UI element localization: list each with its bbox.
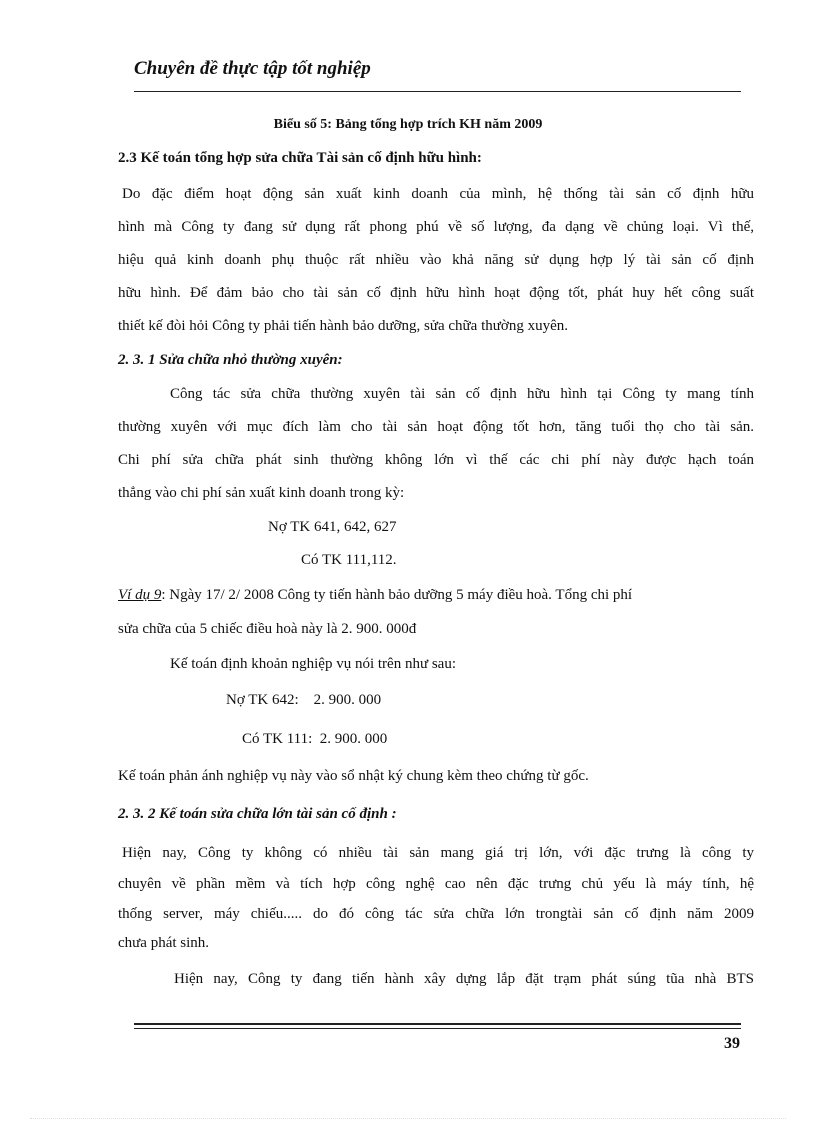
journal-entry-2-debit: Nợ TK 642: 2. 900. 000: [226, 692, 382, 708]
journal-entry-credit: Có TK 111,112.: [301, 552, 397, 568]
footer-rule-thick: [134, 1023, 741, 1025]
section-2-3-2-para2: Hiện nay, Công ty đang tiến hành xây dựng lắp đặt trạm phát súng tũa nhà BTS: [174, 971, 754, 987]
journal-entry-2-credit: Có TK 111: 2. 900. 000: [242, 731, 388, 747]
header-rule: [134, 91, 741, 92]
table-caption: Biểu số 5: Bảng tổng hợp trích KH năm 2009: [273, 117, 543, 132]
section-2-3-1-para-line-3: Chi phí sửa chữa phát sinh thường không lớn vì thế các chi phí này được hạch toán: [118, 452, 754, 468]
entry-intro: Kế toán định khoản nghiệp vụ nói trên như sau:: [170, 656, 456, 672]
closing-line: Kế toán phản ánh nghiệp vụ này vào sổ nhật ký chung kèm theo chứng từ gốc.: [118, 768, 589, 784]
section-2-3-1-para-line-2: thường xuyên với mục đích làm cho tài sản hoạt động tốt hơn, tăng tuổi thọ cho tài sản.: [118, 419, 754, 435]
section-2-3-para-line-5: thiết kế đòi hỏi Công ty phải tiến hành bảo dưỡng, sửa chữa thường xuyên.: [118, 318, 568, 334]
section-2-3-2-para-line-4: chưa phát sinh.: [118, 935, 210, 951]
section-2-3-heading: 2.3 Kế toán tổng hợp sửa chữa Tài sản cố định hữu hình:: [118, 150, 482, 166]
example-line-2: sửa chữa của 5 chiếc điều hoà này là 2. 900. 000đ: [118, 621, 417, 637]
section-2-3-1-para-line-4: thẳng vào chi phí sản xuất kinh doanh trong kỳ:: [118, 485, 405, 501]
section-2-3-2-para-line-1: Hiện nay, Công ty không có nhiều tài sản mang giá trị lớn, với đặc trưng là công ty: [122, 845, 754, 861]
journal-entry-debit: Nợ TK 641, 642, 627: [268, 519, 397, 535]
section-2-3-2-para-line-2: chuyên về phần mềm và tích hợp công nghệ cao nên đặc trưng chủ yếu là máy tính, hệ: [118, 876, 754, 892]
section-2-3-para-line-2: hình mà Công ty đang sử dụng rất phong phú về số lượng, đa dạng về chủng loại. Vì thế,: [118, 219, 754, 235]
section-2-3-para-line-1: Do đặc điểm hoạt động sản xuất kinh doanh của mình, hệ thống tài sản cố định hữu: [122, 186, 754, 202]
example-text: : Ngày 17/ 2/ 2008 Công ty tiến hành bảo dưỡng 5 máy điều hoà. Tổng chi phí: [161, 587, 633, 603]
section-2-3-para-line-4: hữu hình. Để đảm bảo cho tài sản cố định hữu hình hoạt động tốt, phát huy hết công suất: [118, 285, 754, 301]
header-title: Chuyên đề thực tập tốt nghiệp: [134, 58, 371, 79]
example-label: Ví dụ 9: [118, 587, 162, 603]
section-2-3-1-heading: 2. 3. 1 Sửa chữa nhỏ thường xuyên:: [118, 352, 343, 368]
page-number: 39: [724, 1035, 740, 1052]
section-2-3-2-para-line-3: thống server, máy chiếu..... do đó công tác sửa chữa lớn trongtài sản cố định năm 2009: [118, 906, 754, 922]
section-2-3-para-line-3: hiệu quả kinh doanh phụ thuộc rất nhiều vào khả năng sử dụng hợp lý tài sản cố định: [118, 252, 754, 268]
section-2-3-2-heading: 2. 3. 2 Kế toán sửa chữa lớn tài sản cố định :: [118, 806, 397, 822]
section-2-3-1-para-line-1: Công tác sửa chữa thường xuyên tài sản cố định hữu hình tại Công ty mang tính: [170, 386, 754, 402]
footer-rule-thin: [134, 1028, 741, 1029]
page-edge-dots: [30, 1118, 786, 1119]
example-line-1: [118, 587, 754, 604]
